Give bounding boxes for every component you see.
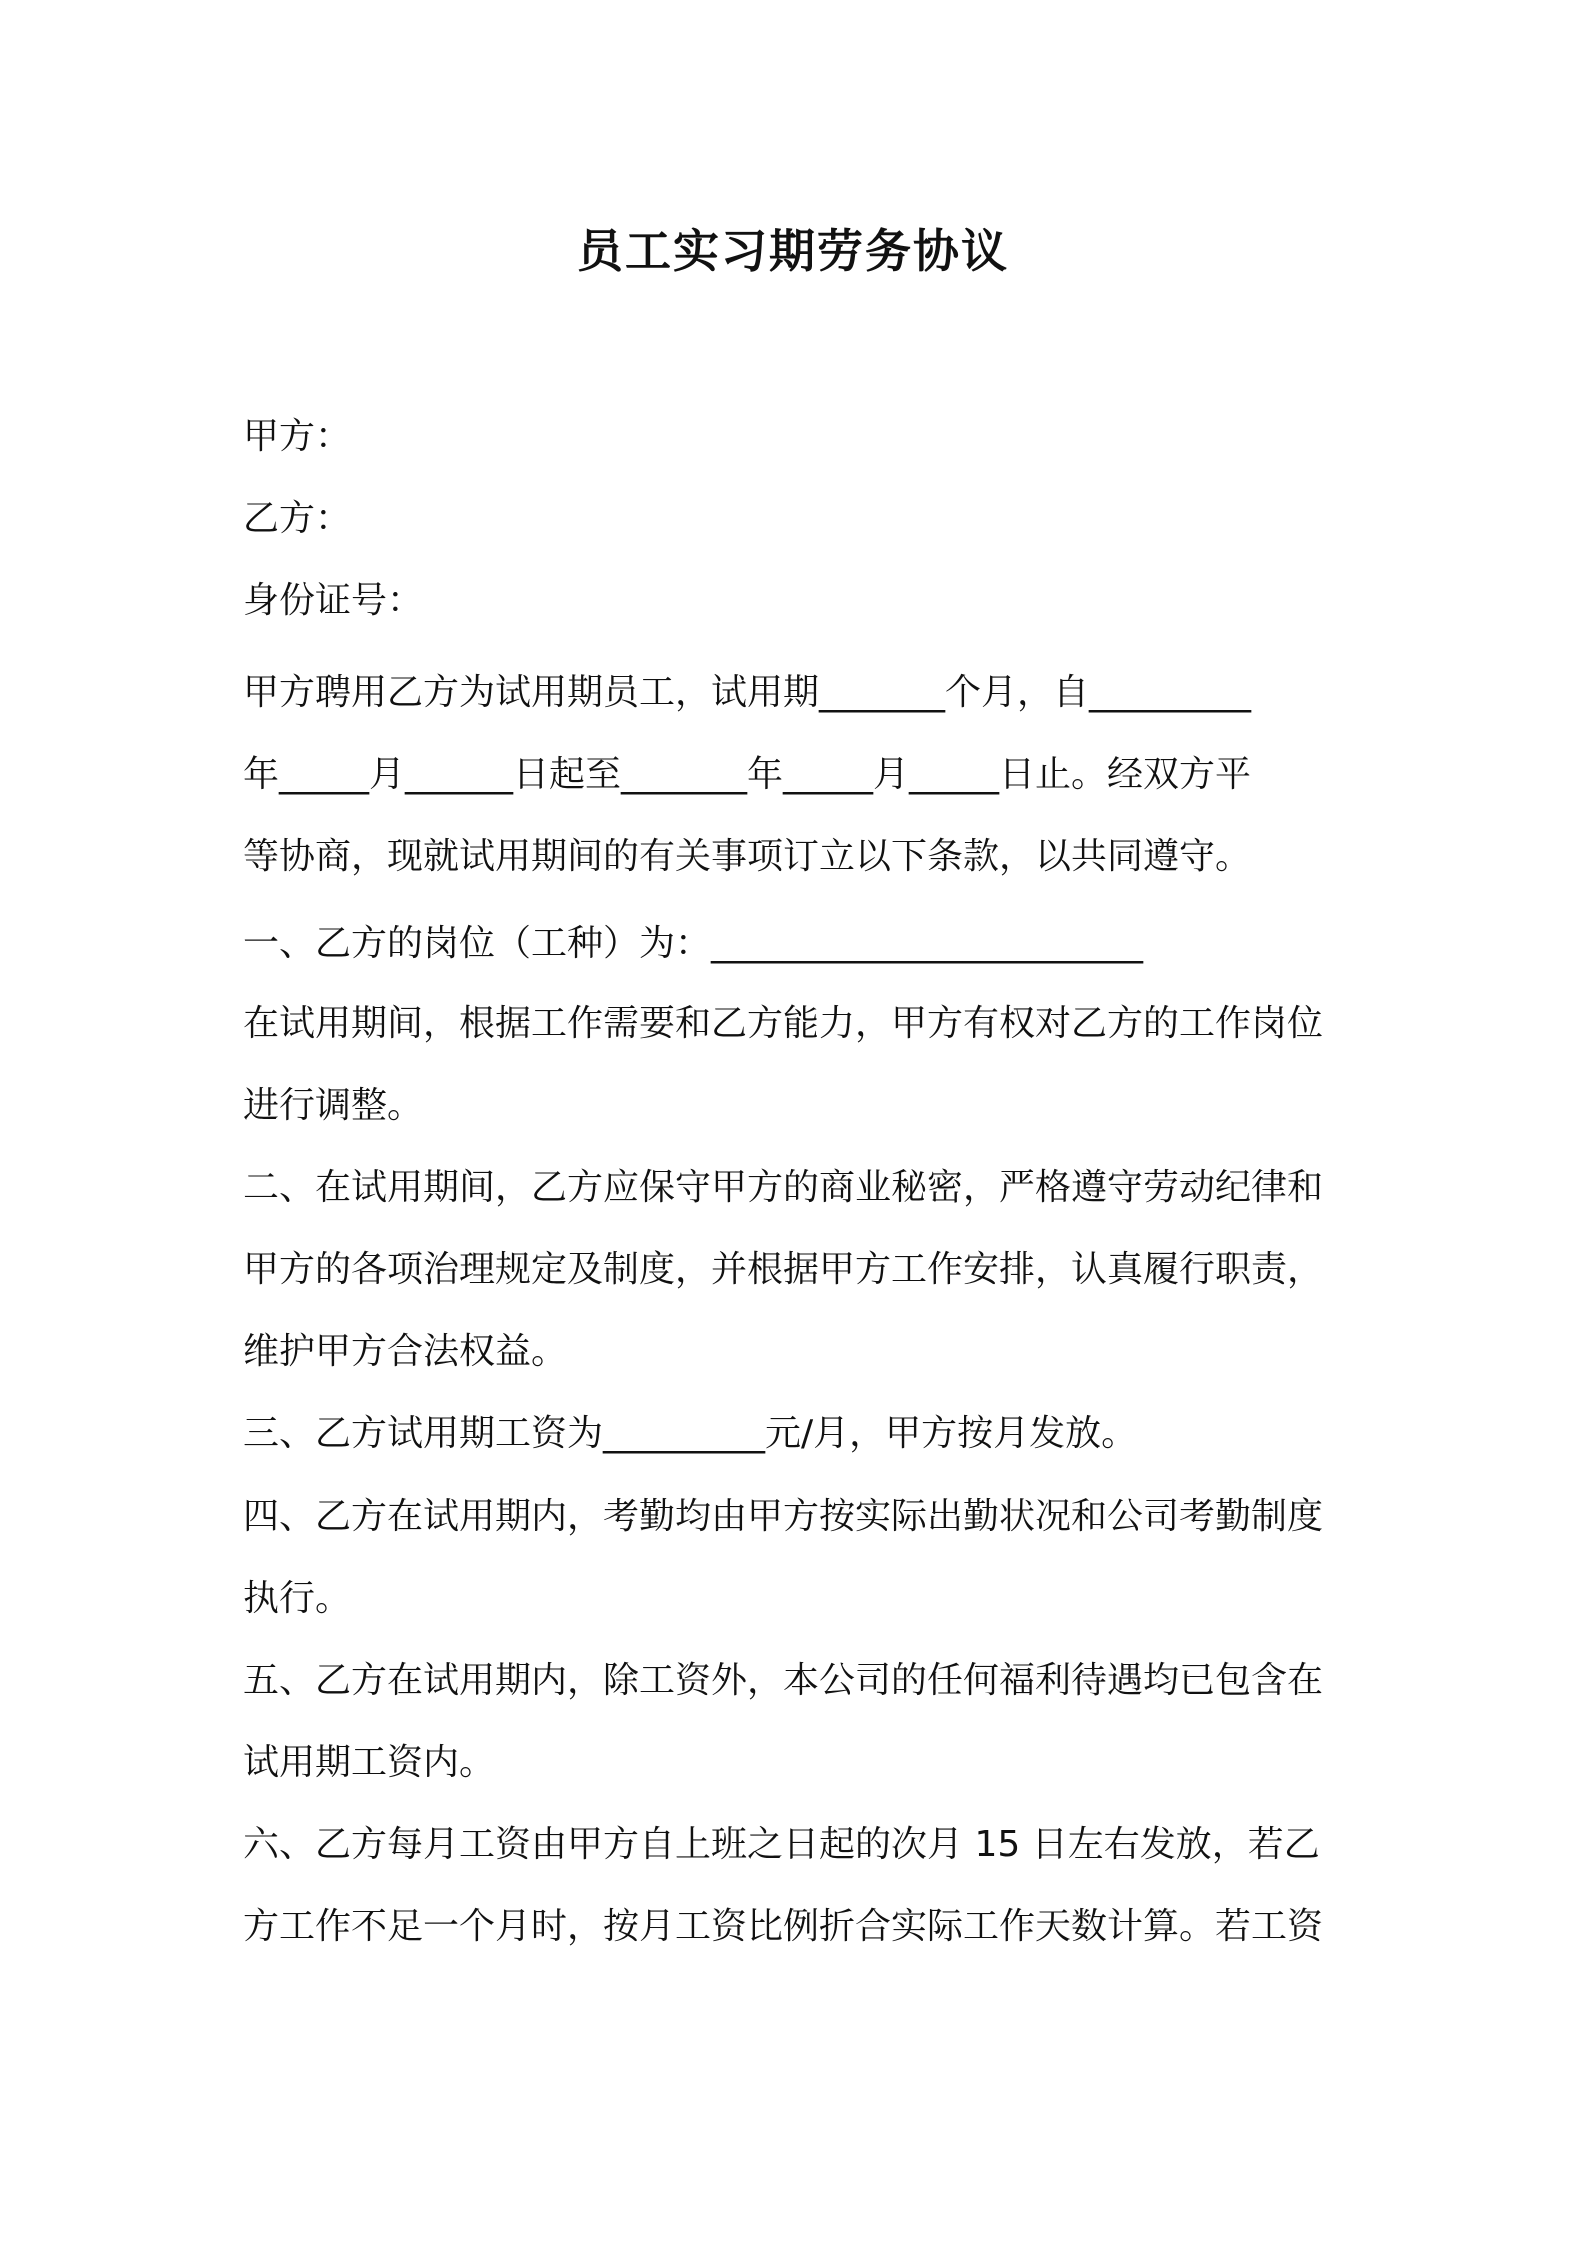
clause-3-line-1: 三、乙方试用期工资为_________元/月，甲方按月发放。	[243, 1413, 1138, 1454]
clause-1-line-1: 一、乙方的岗位（工种）为：________________________	[243, 923, 1144, 964]
id-number-label: 身份证号：	[243, 580, 424, 621]
document-title: 员工实习期劳务协议	[577, 224, 1009, 278]
clause-6-line-1: 六、乙方每月工资由甲方自上班之日起的次月 15 日左右发放，若乙	[243, 1824, 1320, 1865]
clause-6-line-2: 方工作不足一个月时，按月工资比例折合实际工作天数计算。若工资	[243, 1906, 1324, 1947]
clause-5-line-2: 试用期工资内。	[243, 1742, 496, 1783]
intro-paragraph-line-3: 等协商，现就试用期间的有关事项订立以下条款，以共同遵守。	[243, 836, 1252, 877]
clause-4-line-1: 四、乙方在试用期内，考勤均由甲方按实际出勤状况和公司考勤制度	[243, 1496, 1324, 1537]
clause-1-line-3: 进行调整。	[243, 1085, 424, 1126]
clause-5-line-1: 五、乙方在试用期内，除工资外，本公司的任何福利待遇均已包含在	[243, 1660, 1324, 1701]
clause-2-line-2: 甲方的各项治理规定及制度，并根据甲方工作安排，认真履行职责，	[243, 1249, 1324, 1290]
party-b-label: 乙方：	[243, 498, 352, 539]
party-a-label: 甲方：	[243, 416, 352, 457]
intro-paragraph-line-2: 年_____月______日起至_______年_____月_____日止。经双方平	[243, 754, 1252, 795]
clause-1-line-2: 在试用期间，根据工作需要和乙方能力，甲方有权对乙方的工作岗位	[243, 1003, 1324, 1044]
intro-paragraph-line-1: 甲方聘用乙方为试用期员工，试用期_______个月，自_________	[243, 672, 1252, 713]
clause-2-line-1: 二、在试用期间，乙方应保守甲方的商业秘密，严格遵守劳动纪律和	[243, 1167, 1324, 1208]
clause-2-line-3: 维护甲方合法权益。	[243, 1331, 568, 1372]
clause-4-line-2: 执行。	[243, 1578, 352, 1619]
